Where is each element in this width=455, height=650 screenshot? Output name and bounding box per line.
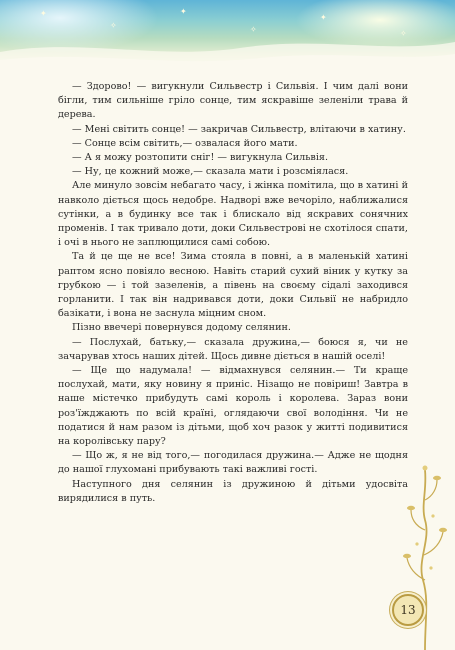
story-text: [58, 80, 408, 506]
paragraph: — Сонце всім світить,— озвалася його мати.: [72, 137, 298, 149]
paragraph: — Що ж, я не від того,— погодилася дружина.— Адже не щодня до нашої глухомані прибувають такі важливі гості.: [58, 450, 408, 476]
paragraph: — А я можу розтопити сніг! — вигукнула Сильвія.: [72, 152, 328, 164]
paragraph: — Ще що надумала! — відмахнувся селянин.— Ти краще послухай, мати, яку новину я приніс. Нізащо не повіриш! Завтра в наше містечко прибудуть самі король і королева. Зараз вони роз'їжджають по всій країні, оглядаючи свої володіння. Чи не податися й нам разом із дітьми, щоб хоч разок у житті подивитися на королівську пару?: [58, 365, 408, 448]
sparkle-icon: ✦: [180, 7, 187, 16]
sparkle-icon: ✦: [320, 13, 327, 22]
paragraph: Та й це ще не все! Зима стояла в повні, а в маленькій хатині раптом ясно повіяло весною. Навіть старий сухий віник у кутку за грубкою — і той зазеленів, а півень на своєму сідалі заходився горланити. І так він надривався доти, доки Сильвії не набридло базікати, і вона не заснула міцним сном.: [58, 251, 408, 320]
page-number: 13: [400, 603, 416, 617]
paragraph: Але минуло зовсім небагато часу, і жінка помітила, що в хатині й навколо діється щось недобре. Надворі вже вечоріло, наближалися сутінки, а в будинку все так і блискало від яскравих сонячних променів. І так тривало доти, доки Сильвестрові не схотілося спати, і очі в нього не заплющилися самі собою.: [58, 180, 408, 249]
paragraph: — Здорово! — вигукнули Сильвестр і Сильвія. І чим далі вони бігли, тим сильніше гріло сонце, тим яскравіше зеленіли трава й дерева.: [58, 81, 408, 121]
sparkle-icon: ✦: [40, 9, 47, 18]
sparkle-icon: ✧: [250, 25, 257, 34]
page-number-badge: [392, 594, 424, 626]
top-decorative-banner: [0, 0, 455, 70]
paragraph: Пізно ввечері повернувся додому селянин.: [72, 322, 291, 334]
paragraph: — Послухай, батьку,— сказала дружина,— боюся я, чи не зачарував хтось наших дітей. Щось дивне діється в нашій оселі!: [58, 336, 408, 362]
banner-wave-decoration: [0, 30, 455, 70]
paragraph: — Ну, це кожний може,— сказала мати і розсміялася.: [72, 166, 349, 178]
paragraph: — Мені світить сонце! — закричав Сильвестр, влітаючи в хатину.: [72, 123, 406, 135]
sparkle-icon: ✧: [110, 21, 117, 30]
paragraph: Наступного дня селянин із дружиною й дітьми удосвіта вирядилися в путь.: [58, 478, 408, 504]
sparkle-icon: ✧: [400, 29, 407, 38]
